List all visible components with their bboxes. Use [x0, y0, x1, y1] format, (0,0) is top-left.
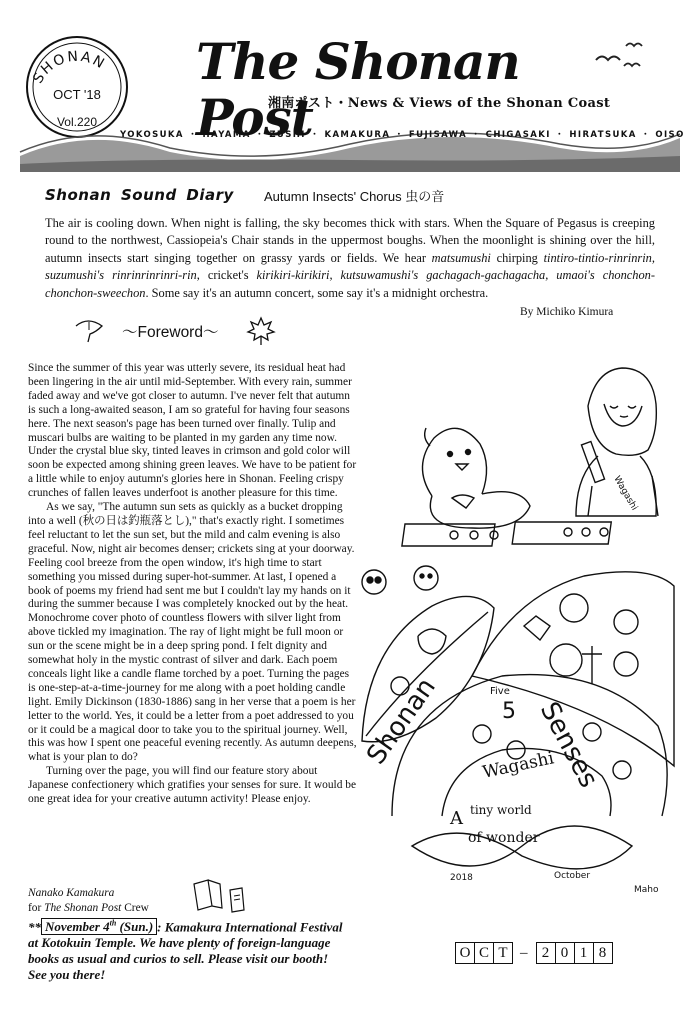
date-separator: –: [520, 944, 528, 961]
a-word: A: [450, 808, 463, 829]
of-wonder-words: of wonder: [468, 830, 540, 846]
diary-title: Shonan Sound Diary: [45, 186, 234, 204]
diary-byline: By Michiko Kimura: [520, 306, 614, 318]
wagashi-illustration: [352, 346, 682, 901]
wagashi-word: Wagashi: [480, 748, 556, 783]
newspaper-title: The Shonan Post: [196, 32, 520, 147]
stamp-volume: Vol.220: [56, 115, 98, 129]
issue-date: [455, 942, 612, 964]
signature-name: Nanako Kamakura: [28, 887, 115, 899]
foreword-title: ～Foreword～: [122, 324, 219, 341]
foreword-text: [28, 362, 358, 807]
date-letter-box: O: [455, 942, 475, 964]
five-digit: 5: [502, 699, 516, 724]
senses-word: Senses: [533, 697, 604, 793]
newspaper-subtitle: 湘南ポスト・News & Views of the Shonan Coast: [268, 96, 611, 111]
five-word: Five: [490, 686, 510, 697]
tiny-world-words: tiny world: [470, 803, 532, 817]
maple-leaf-icon: [246, 316, 276, 346]
foreword-paragraph: Turning over the page, you will find our feature story about Japanese confectionery which gratifies your senses for sure. It would be one great idea for your creative autumn activity! Please enjoy.: [28, 765, 357, 806]
date-digit-box: 1: [574, 942, 594, 964]
date-digit-box: 8: [593, 942, 613, 964]
diary-body: The air is cooling down. When night is falling, the sky becomes thick with stars. When the Square of Pegasus is creeping round to the northwest, Cassiopeia's Chair stands in the uppermost boughs. When the moonlight is shining over the hill, autumn insects start singing together on grassy yards or fields. We hear matsumushi chirping tintiro-tintio-rinrinrin, suzumushi's rinrinrinrinri-rin, cricket's kirikiri-kirikiri, kutsuwamushi's gachagach-gachagacha, umaoi's chonchon-chonchon-sweechon. Some say it's an autumn concert, some say it's a midnight orchestra.: [45, 216, 656, 300]
woman-character: [576, 368, 658, 516]
event-notice: ** November 4th (Sun.) : Kamakura International Festival at Kotokuin Temple. We have plenty of foreign-language books as usual and curios to sell. Please visit our booth! See you there!: [28, 919, 343, 983]
foreword-paragraph: As we say, "The autumn sun sets as quickly as a bucket dropping into a well (秋の日は釣瓶落とし)," that's exactly right. I sometimes feel reluctant to let the sun set, but the mild and calm evening is also graceful. Now, night air becomes denser; crickets sing at your doorway. Feeling cool breeze from the open window, it's high time to start something you missed during super-hot-summer. At last, I opened a book of poems my friend had sent me but I couldn't lay my hands on it during the summer because I was completely knocked out by the heat. Monochrome cover photo of countless flowers with silver light from above tickled my imagination. The ray of light might be full moon or sun or the scene might be in a deep spring pond. I felt dignity and somewhat holy in the mystic contrast of silver and dark. Each poem conceals light like a candle flame torched by a poet. Turning the pages is one-step-at-a-time-journey for me along with a poet holding candle light. Emily Dickinson (1830-1886) sang in her verse that a poem is her letter to the world. Yes, it could be a letter from a poet addressed to you or it could be a magical door to take you to the spiritual journey. Well, this was how I spent one peaceful evening recently. As autumn deepens, what is your plan to do?: [28, 501, 357, 764]
svg-text:SHONAN: [30, 49, 108, 87]
books-icon: [190, 878, 256, 914]
town-list: YOKOSUKA ・ HAYAMA ・ ZUSHI ・ KAMAKURA ・ FUJISAWA ・ CHIGASAKI ・ HIRATSUKA ・ OISO: [120, 130, 685, 140]
event-date-box: November 4th (Sun.): [41, 918, 157, 935]
wagashi-trays: [402, 522, 611, 546]
leaf-plate: [362, 596, 494, 741]
diary-subtitle: Autumn Insects' Chorus 虫の音: [264, 189, 445, 204]
seagulls-icon: [576, 36, 656, 76]
shonan-word: Shonan: [361, 672, 442, 771]
stamp-arc-text: SHONAN: [30, 48, 109, 87]
date-letter-box: C: [474, 942, 494, 964]
date-letter-box: T: [493, 942, 513, 964]
ocean-waves-decoration: [0, 112, 700, 172]
signature-line: for The Shonan Post Crew: [28, 902, 149, 914]
date-digit-box: 2: [536, 942, 556, 964]
bird-character: [422, 428, 530, 528]
foreword-paragraph: Since the summer of this year was utterly severe, its residual heat had been lingering in the air until mid-September. With every rain, summer faded away and we've got closer to autumn. I've never felt that autumn is such a long-awaited season, I am so grateful for having four seasons here. The next season's page has been turned over finally. Tulip and muscari bulbs are waiting to be planted in my garden any time now. Under the crystal blue sky, tinted leaves in crimson and gold color will soon be expected among shining green leaves. We have to be patient for a little while to enjoy autumn's glories here in Shonan. Feeling crispy crunches of fallen leaves underfoot is another pleasure for this time.: [28, 362, 357, 500]
apron-label: Wagashi: [611, 474, 640, 513]
illustration-month: October: [554, 871, 591, 881]
ginkgo-leaf-icon: [72, 318, 106, 344]
date-digit-box: 0: [555, 942, 575, 964]
artist-signature: Maho: [634, 885, 659, 895]
illustration-year: 2018: [450, 873, 473, 883]
stamp-date: OCT '18: [53, 87, 101, 102]
